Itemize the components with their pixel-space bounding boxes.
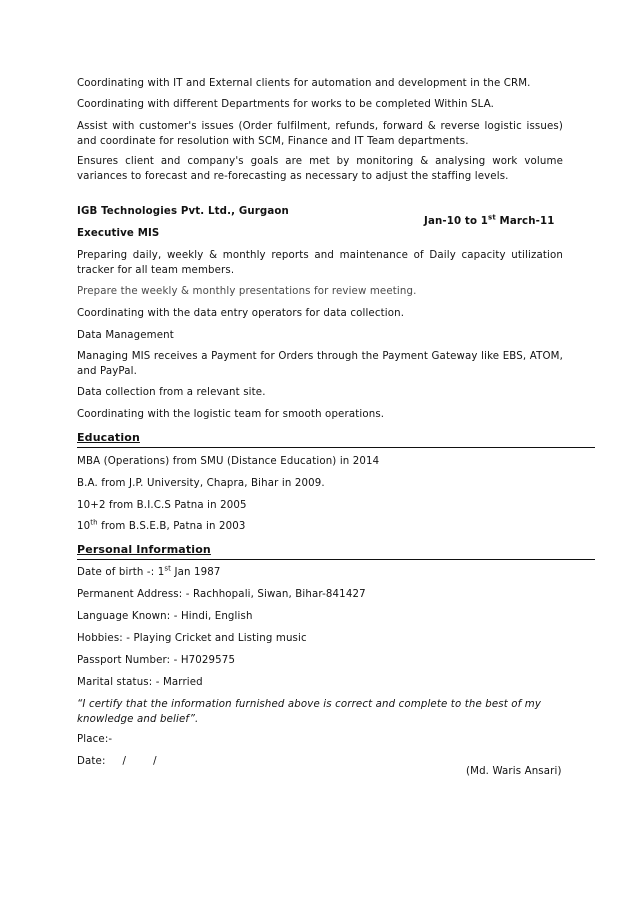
intro-line-3: Assist with customer's issues (Order fulfilment, refunds, forward & reverse logistic issues) and coordinate for resolution with SCM, Finance and IT Team departments. (77, 121, 563, 147)
job-duty: Prepare the weekly & monthly presentations for review meeting. (77, 286, 417, 297)
education-heading: Education (77, 431, 595, 448)
education-item: B.A. from J.P. University, Chapra, Bihar in 2009. (77, 478, 325, 489)
personal-language: Language Known: - Hindi, English (77, 611, 253, 622)
job-duty: Coordinating with the data entry operators for data collection. (77, 308, 405, 319)
job-duty: Data Management (77, 330, 174, 341)
personal-dob: Date of birth -: 1st Jan 1987 (77, 564, 221, 578)
job-company: IGB Technologies Pvt. Ltd., Gurgaon (77, 206, 289, 217)
personal-hobbies: Hobbies: - Playing Cricket and Listing music (77, 633, 307, 644)
job-duty: Managing MIS receives a Payment for Orders through the Payment Gateway like EBS, ATOM, and PayPal. (77, 351, 563, 377)
job-duty: Data collection from a relevant site. (77, 387, 266, 398)
personal-heading: Personal Information (77, 543, 595, 560)
job-title: Executive MIS (77, 228, 160, 239)
education-item: MBA (Operations) from SMU (Distance Education) in 2014 (77, 456, 380, 467)
education-item: 10+2 from B.I.C.S Patna in 2005 (77, 500, 247, 511)
intro-line-4: Ensures client and company's goals are met by monitoring & analysing work volume variances to forecast and re-forecasting as necessary to adjust the staffing levels. (77, 156, 563, 182)
place-line: Place:- (77, 734, 113, 745)
signature-name: (Md. Waris Ansari) (466, 766, 562, 778)
job-dates: Jan-10 to 1st March-11 (424, 213, 555, 228)
personal-marital: Marital status: - Married (77, 677, 203, 688)
job-duty: Preparing daily, weekly & monthly reports and maintenance of Daily capacity utilization tracker for all team members. (77, 250, 563, 276)
declaration: “I certify that the information furnished above is correct and complete to the best of my knowledge and belief”. (77, 699, 542, 725)
personal-address: Permanent Address: - Rachhopali, Siwan, Bihar-841427 (77, 589, 366, 600)
job-duty: Coordinating with the logistic team for smooth operations. (77, 409, 385, 420)
personal-passport: Passport Number: - H7029575 (77, 655, 236, 666)
date-line: Date: / / (77, 756, 157, 767)
intro-line-1: Coordinating with IT and External clients for automation and development in the CRM. (77, 78, 531, 89)
education-item: 10th from B.S.E.B, Patna in 2003 (77, 518, 246, 532)
intro-line-2: Coordinating with different Departments for works to be completed Within SLA. (77, 99, 495, 110)
